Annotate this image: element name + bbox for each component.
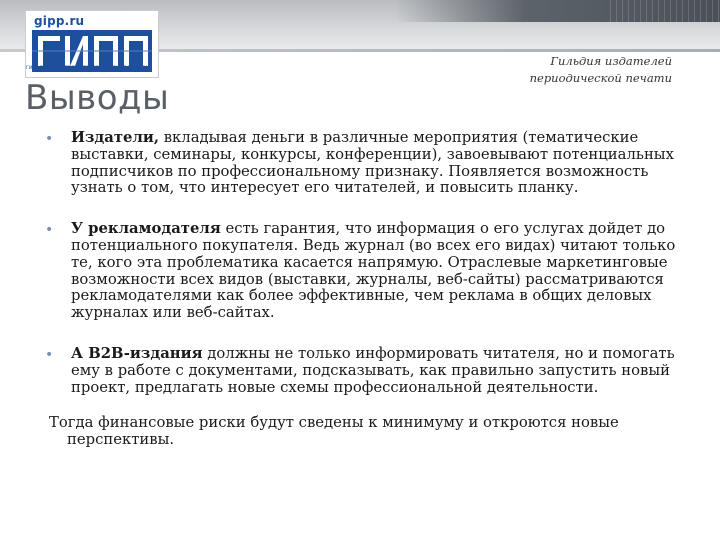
bullet-text: вкладывая деньги в различные мероприятия (тематические выставки, семинары, конкурсы, конференции), завоевывают потенциальных подписчиков по профессиональному признаку. Появляется возможность узнать о том, что интересует его читателей, и повысить планку. (71, 129, 674, 197)
bullet-lead: Издатели, (71, 129, 160, 146)
header-stripes (610, 0, 720, 22)
logo-tagline: ГИЛЬДИЯ ИЗДАТЕЛЕЙ ПЕРИОДИЧЕСКОЙ ПЕЧАТИ (26, 66, 148, 71)
bullet-dot-icon: • (45, 222, 54, 239)
bullet-text: должны не только информировать читателя, но и помогать ему в работе с документами, подсказывать, как правильно запустить новый проект, предлагать новые схемы профессиональной деятельности. (71, 344, 675, 396)
bullet-item-b2b (45, 346, 695, 396)
closing-paragraph: Тогда финансовые риски будут сведены к минимуму и откроются новые перспективы. (49, 414, 619, 449)
organization-name (442, 53, 672, 87)
bullet-item-advertiser (45, 221, 695, 322)
bullet-dot-icon: • (45, 131, 54, 147)
slide-title: Выводы (25, 78, 170, 118)
bullet-dot-icon: • (45, 346, 54, 363)
bullet-lead: У рекламодателя (71, 220, 221, 238)
slide-body (45, 130, 695, 449)
bullet-item-publishers (45, 130, 695, 197)
bullet-text: есть гарантия, что информация о его услугах дойдет до потенциального покупателя. Ведь журнал (во всех его видах) читают только те, кого эта проблематика касается напрямую. Отраслевые маркетинговые возможности всех видов (выставки, журналы, веб-сайты) рассматриваются рекламодателями как более эффективные, чем реклама в общих деловых журналах или веб-сайтах. (71, 220, 676, 322)
org-name-line-1: Гильдия издателей (550, 54, 672, 68)
logo-domain: gipp.ru (34, 14, 85, 28)
bullet-lead: А B2B-издания (71, 344, 203, 362)
org-name-line-2: периодической печати (529, 71, 672, 85)
